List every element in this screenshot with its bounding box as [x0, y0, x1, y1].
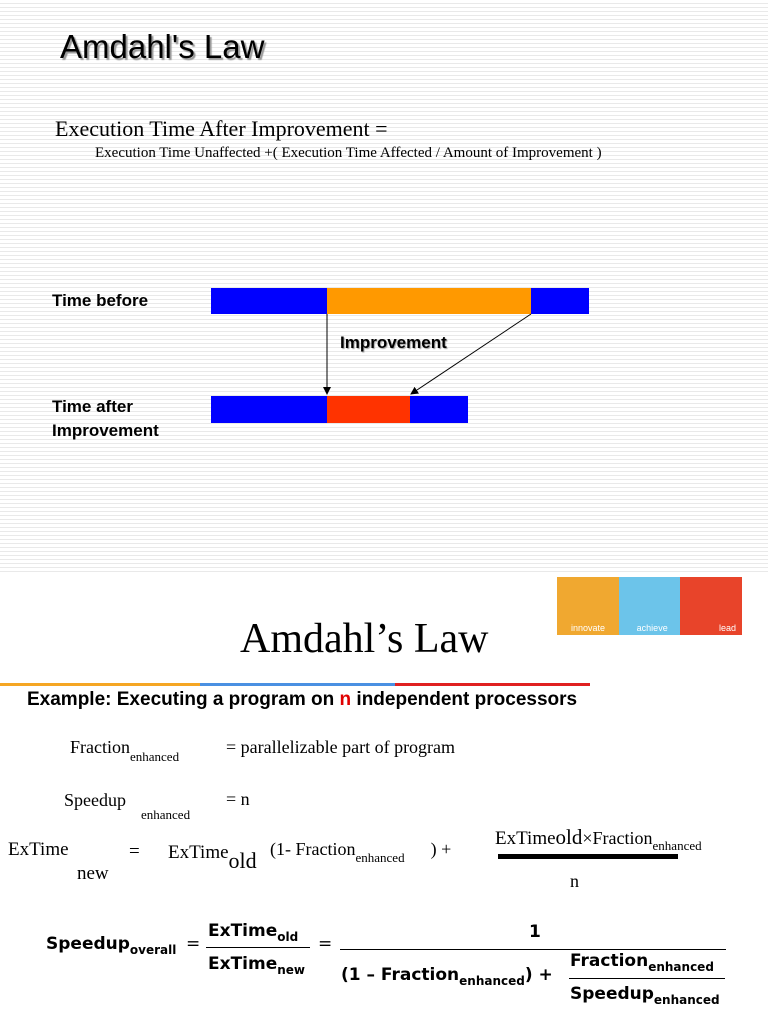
speedup-enhanced-definition: = n [226, 789, 250, 809]
speedup-enhanced-term: Speedup [64, 790, 126, 810]
inner-fraction-denominator: Speedup$_{enhanced}$ [570, 984, 720, 1007]
speedup-equals-2: = [318, 934, 333, 954]
ratio-numerator: ExTime$_{old}$ [208, 921, 299, 944]
time-after-label-line-1: Time after [52, 397, 133, 416]
formula-numerator-one: 1 [529, 922, 541, 942]
title-rule-blue [200, 683, 395, 686]
extime-equals: = [129, 841, 140, 862]
example-variable-n: n [339, 689, 352, 710]
ratio-bar [206, 947, 310, 948]
formula-line-1: Execution Time After Improvement = [55, 116, 388, 141]
extime-fraction-term: (1- Fraction$_{enhanced}$ ) + [270, 839, 452, 865]
logo-segment-innovate: innovate [557, 577, 619, 635]
main-fraction-bar [340, 949, 726, 950]
logo-segment-achieve: achieve [619, 577, 681, 635]
fraction-enhanced-definition: = parallelizable part of program [226, 737, 456, 757]
serial-fraction-term: (1 – Fraction$_{enhanced}$) + [341, 965, 553, 988]
inner-fraction-numerator: Fraction$_{enhanced}$ [570, 951, 714, 974]
extime-denominator: n [570, 871, 579, 891]
slide-1-title: Amdahl's Law [60, 28, 265, 65]
improvement-label: Improvement [340, 333, 447, 352]
speedup-enhanced-subscript: enhanced [141, 807, 191, 822]
example-heading: Example: Executing a program on n independent processors [27, 689, 578, 710]
title-rule-orange [0, 683, 200, 686]
speedup-equals-1: = [186, 934, 201, 954]
ratio-denominator: ExTime$_{new}$ [208, 954, 306, 977]
speedup-overall-lhs: Speedup$_{overall}$ [46, 934, 177, 957]
time-after-label-line-2: Improvement [52, 421, 159, 440]
time-before-label: Time before [52, 291, 149, 310]
brand-logo [557, 577, 742, 635]
title-rule-red [395, 683, 590, 686]
slide-2-title: Amdahl’s Law [240, 616, 489, 662]
extime-new-lhs: ExTime [8, 839, 69, 860]
logo-segment-lead: lead [680, 577, 742, 635]
formula-line-2: Execution Time Unaffected +( Execution Time Affected / Amount of Improvement ) [95, 145, 602, 161]
extime-old-term: ExTimeold [168, 842, 257, 873]
fraction-enhanced-term: Fraction$_{enhanced}$ [70, 737, 180, 764]
slide-2 [0, 575, 768, 1024]
extime-numerator: ExTimeold×Fraction$_{enhanced}$ [495, 825, 702, 853]
extime-new-subscript: new [77, 863, 109, 884]
extime-fraction-bar [498, 854, 678, 859]
inner-fraction-bar [569, 978, 725, 979]
